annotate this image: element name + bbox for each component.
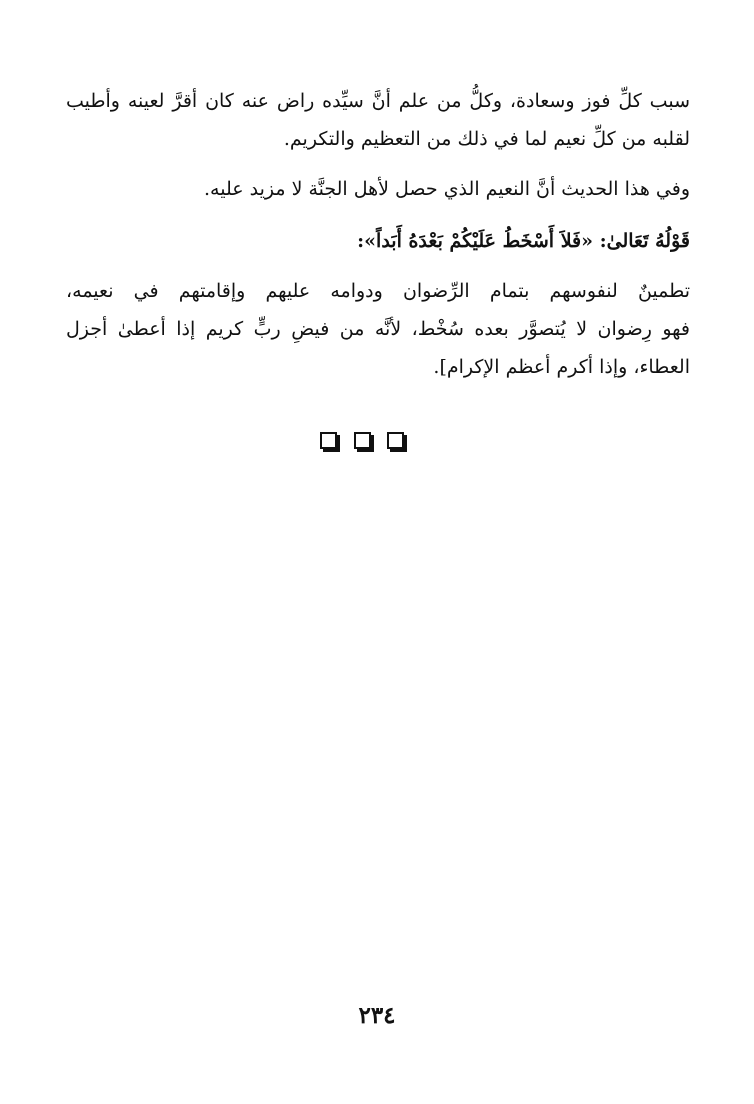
heading-lead: قَوْلُهُ تَعَالىٰ: [599, 230, 690, 252]
paragraph-3-line-3: العطاء، وإذا أكرم أعظم الإكرام]. [433, 356, 690, 378]
square-box-icon [387, 432, 404, 449]
square-box-icon [320, 432, 337, 449]
page-number: ٢٣٤ [358, 1002, 396, 1029]
paragraph-1 [66, 92, 690, 152]
paragraph-3 [66, 282, 690, 380]
paragraph-3-line-1: تطمينٌ لنفوسهم بتمام الرِّضوان ودوامه عليهم وإقامتهم في نعيمه، [66, 280, 690, 302]
paragraph-2 [66, 180, 690, 202]
heading-quote: «فَلاَ أَسْخَطُ عَلَيْكُمْ بَعْدَهُ أَبَداً»: [357, 230, 593, 252]
paragraph-1-line-1: سبب كلِّ فوز وسعادة، وكلُّ من علم أنَّ سيِّده راض عنه كان أقرَّ لعينه وأطيب [66, 90, 690, 112]
square-box-icon [354, 432, 371, 449]
hadith-heading-line [66, 232, 690, 254]
paragraph-1-line-2: لقلبه من كلِّ نعيم لما في ذلك من التعظيم والتكريم. [283, 128, 690, 150]
paragraph-3-line-2: فهو رِضوان لا يُتصوَّر بعده سُخْط، لأنَّه من فيضِ ربٍّ كريم إذا أعطىٰ أجزل [66, 318, 690, 340]
paragraph-2-line-1: وفي هذا الحديث أنَّ النعيم الذي حصل لأهل الجنَّة لا مزيد عليه. [204, 178, 690, 200]
section-divider-ornament [320, 428, 404, 452]
hadith-heading [66, 232, 690, 254]
